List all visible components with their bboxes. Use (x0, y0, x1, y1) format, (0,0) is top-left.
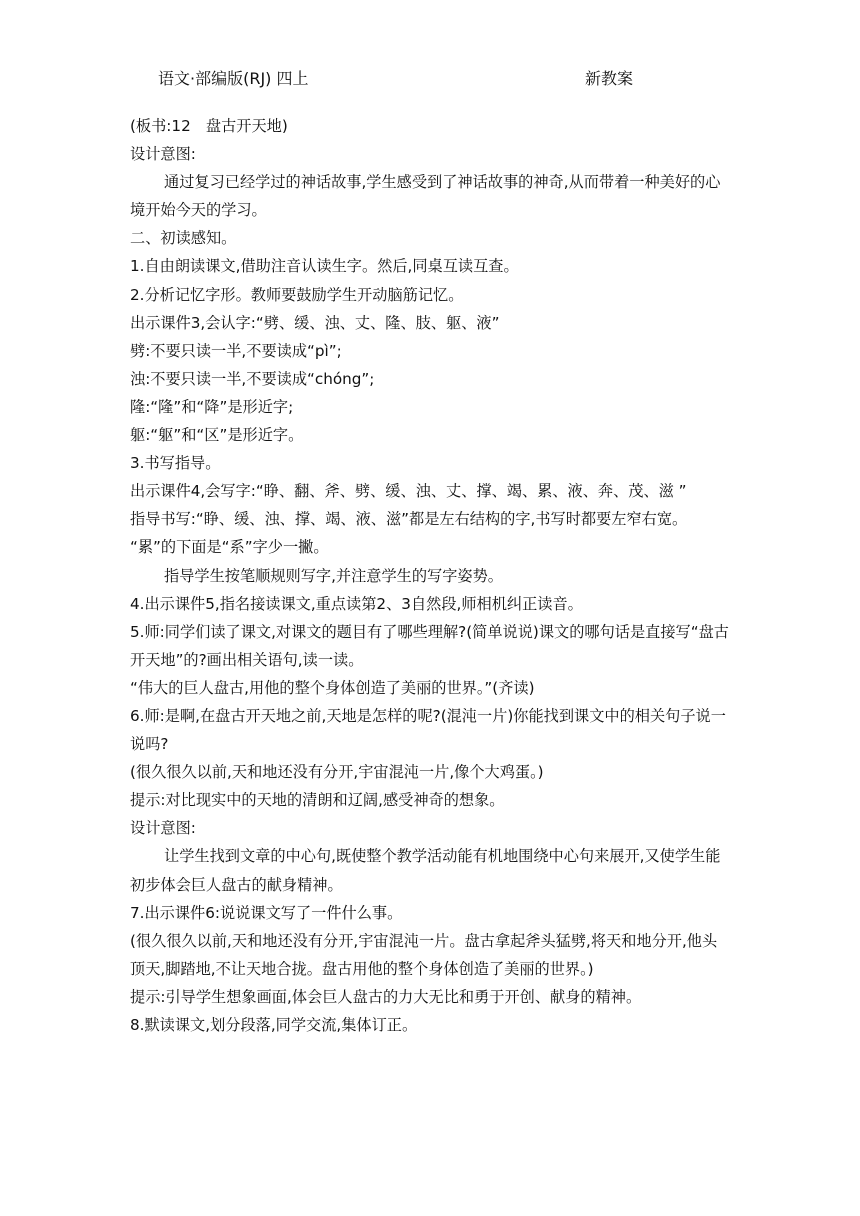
text-paragraph: 6.师:是啊,在盘古开天地之前,天地是怎样的呢?(混沌一片)你能找到课文中的相关句子说一说吗? (130, 706, 726, 754)
lesson-plan-body (130, 112, 730, 1039)
text-paragraph: 3.书写指导。 (130, 454, 221, 473)
text-paragraph: “伟大的巨人盘古,用他的整个身体创造了美丽的世界。”(齐读) (130, 678, 535, 697)
header-book-info: 语文·部编版(RJ) 四上 (158, 69, 309, 88)
text-paragraph: 出示课件3,会认字:“劈、缓、浊、丈、隆、肢、躯、液” (130, 313, 500, 332)
text-paragraph: “累”的下面是“系”字少一撇。 (130, 538, 329, 557)
text-paragraph: 二、初读感知。 (130, 229, 237, 248)
text-paragraph: 7.出示课件6:说说课文写了一件什么事。 (130, 903, 403, 922)
text-paragraph: 2.分析记忆字形。教师要鼓励学生开动脑筋记忆。 (130, 285, 464, 304)
text-paragraph: 通过复习已经学过的神话故事,学生感受到了神话故事的神奇,从而带着一种美好的心境开始今天的学习。 (130, 173, 721, 220)
text-paragraph: (板书:12 盘古开天地) (130, 117, 288, 135)
text-paragraph: 设计意图: (130, 145, 196, 164)
header-doc-type: 新教案 (585, 69, 634, 88)
text-paragraph: (很久很久以前,天和地还没有分开,宇宙混沌一片。盘古拿起斧头猛劈,将天和地分开,他头顶天,脚踏地,不让天地合拢。盘古用他的整个身体创造了美丽的世界。) (130, 931, 718, 978)
text-paragraph: 1.自由朗读课文,借助注音认读生字。然后,同桌互读互查。 (130, 257, 519, 276)
text-paragraph: 出示课件4,会写字:“睁、翻、斧、劈、缓、浊、丈、撑、竭、累、液、奔、茂、滋 ” (130, 482, 687, 501)
text-paragraph: 指导学生按笔顺规则写字,并注意学生的写字姿势。 (164, 566, 503, 585)
text-paragraph: 躯:“躯”和“区”是形近字。 (130, 426, 304, 445)
text-paragraph: 劈:不要只读一半,不要读成“pì”; (130, 341, 342, 360)
text-paragraph: 提示:引导学生想象画面,体会巨人盘古的力大无比和勇于开创、献身的精神。 (130, 987, 642, 1006)
text-paragraph: 浊:不要只读一半,不要读成“chóng”; (130, 369, 375, 388)
page-header (158, 66, 718, 92)
text-paragraph: 设计意图: (130, 819, 196, 838)
text-paragraph: 5.师:同学们读了课文,对课文的题目有了哪些理解?(简单说说)课文的哪句话是直接写“盘古开天地”的?画出相关语句,读一读。 (130, 622, 729, 669)
text-paragraph: 隆:“隆”和“降”是形近字; (130, 397, 294, 416)
text-paragraph: 4.出示课件5,指名接读课文,重点读第2、3自然段,师相机纠正读音。 (130, 594, 583, 613)
text-paragraph: 让学生找到文章的中心句,既使整个教学活动能有机地围绕中心句来展开,又使学生能初步体会巨人盘古的献身精神。 (130, 847, 721, 894)
text-paragraph: 提示:对比现实中的天地的清朗和辽阔,感受神奇的想象。 (130, 791, 505, 810)
text-paragraph: 指导书写:“睁、缓、浊、撑、竭、液、滋”都是左右结构的字,书写时都要左窄右宽。 (130, 510, 688, 529)
text-paragraph: (很久很久以前,天和地还没有分开,宇宙混沌一片,像个大鸡蛋。) (130, 763, 544, 782)
text-paragraph: 8.默读课文,划分段落,同学交流,集体订正。 (130, 1016, 418, 1034)
